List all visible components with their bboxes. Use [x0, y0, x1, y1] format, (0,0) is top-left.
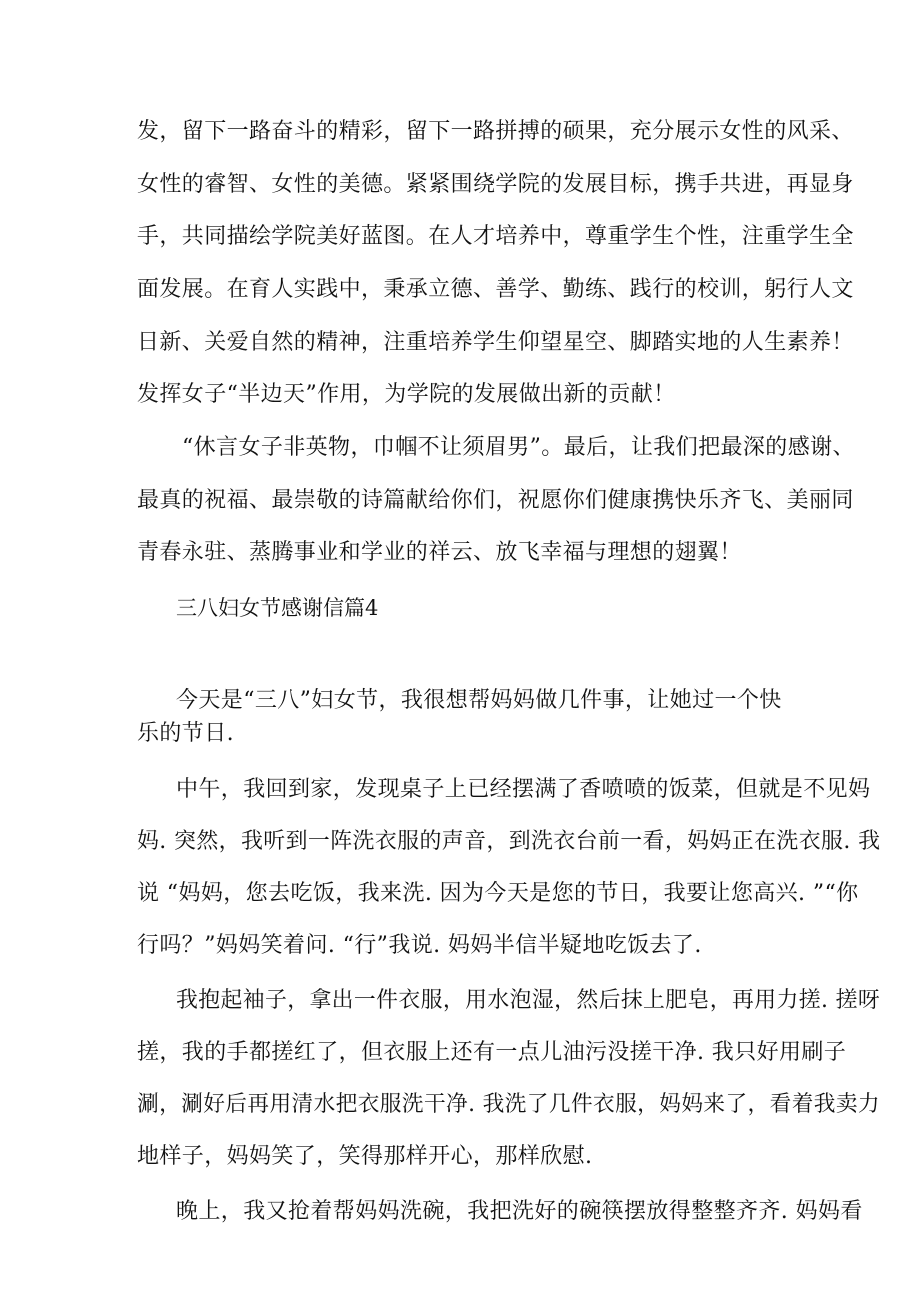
- text-line: 女性的睿智、女性的美德。紧紧围绕学院的发展目标，携手共进，再显身: [137, 172, 854, 197]
- text-line: 手，共同描绘学院美好蓝图。在人才培养中，尊重学生个性，注重学生全: [137, 224, 854, 249]
- text-line: 发，留下一路奋斗的精彩，留下一路拼搏的硕果，充分展示女性的风采、: [137, 119, 854, 144]
- text-line: “休言女子非英物，巾帼不让须眉男”。最后，让我们把最深的感谢、: [182, 435, 855, 460]
- text-line: 晚上，我又抢着帮妈妈洗碗，我把洗好的碗筷摆放得整整齐齐. 妈妈看: [176, 1199, 863, 1224]
- text-line: 搓，我的手都搓红了，但衣服上还有一点儿油污没搓干净. 我只好用刷子: [137, 1040, 847, 1065]
- text-line: 中午，我回到家，发现桌子上已经摆满了香喷喷的饭菜，但就是不见妈: [176, 777, 871, 802]
- text-line: 乐的节日.: [137, 721, 234, 746]
- text-line: 涮，涮好后再用清水把衣服洗干净. 我洗了几件衣服，妈妈来了，看着我卖力: [137, 1092, 880, 1117]
- text-line: 我抱起袖子，拿出一件衣服，用水泡湿，然后抹上肥皂，再用力搓. 搓呀: [176, 988, 881, 1013]
- text-line: 今天是“三八”妇女节，我很想帮妈妈做几件事，让她过一个快: [176, 688, 782, 713]
- text-line: 地样子，妈妈笑了，笑得那样开心，那样欣慰.: [137, 1144, 593, 1169]
- text-line: 发挥女子“半边天”作用，为学院的发展做出新的贡献！: [137, 382, 676, 407]
- text-line: 妈. 突然，我听到一阵洗衣服的声音，到洗衣台前一看，妈妈正在洗衣服. 我: [137, 829, 881, 854]
- section-heading: 三八妇女节感谢信篇4: [176, 596, 379, 620]
- text-line: 面发展。在育人实践中，秉承立德、善学、勤练、践行的校训，躬行人文: [137, 277, 854, 302]
- text-line: 日新、关爱自然的精神，注重培养学生仰望星空、脚踏实地的人生素养！: [137, 330, 854, 355]
- text-line: 行吗？”妈妈笑着问. “行”我说. 妈妈半信半疑地吃饭去了.: [137, 933, 702, 958]
- text-line: 最真的祝福、最崇敬的诗篇献给你们，祝愿你们健康携快乐齐飞、美丽同: [137, 488, 854, 513]
- text-line: 说 “妈妈，您去吃饭，我来洗. 因为今天是您的节日，我要让您高兴. ”“你: [137, 881, 859, 906]
- text-line: 青春永驻、蒸腾事业和学业的祥云、放飞幸福与理想的翅翼！: [137, 540, 742, 565]
